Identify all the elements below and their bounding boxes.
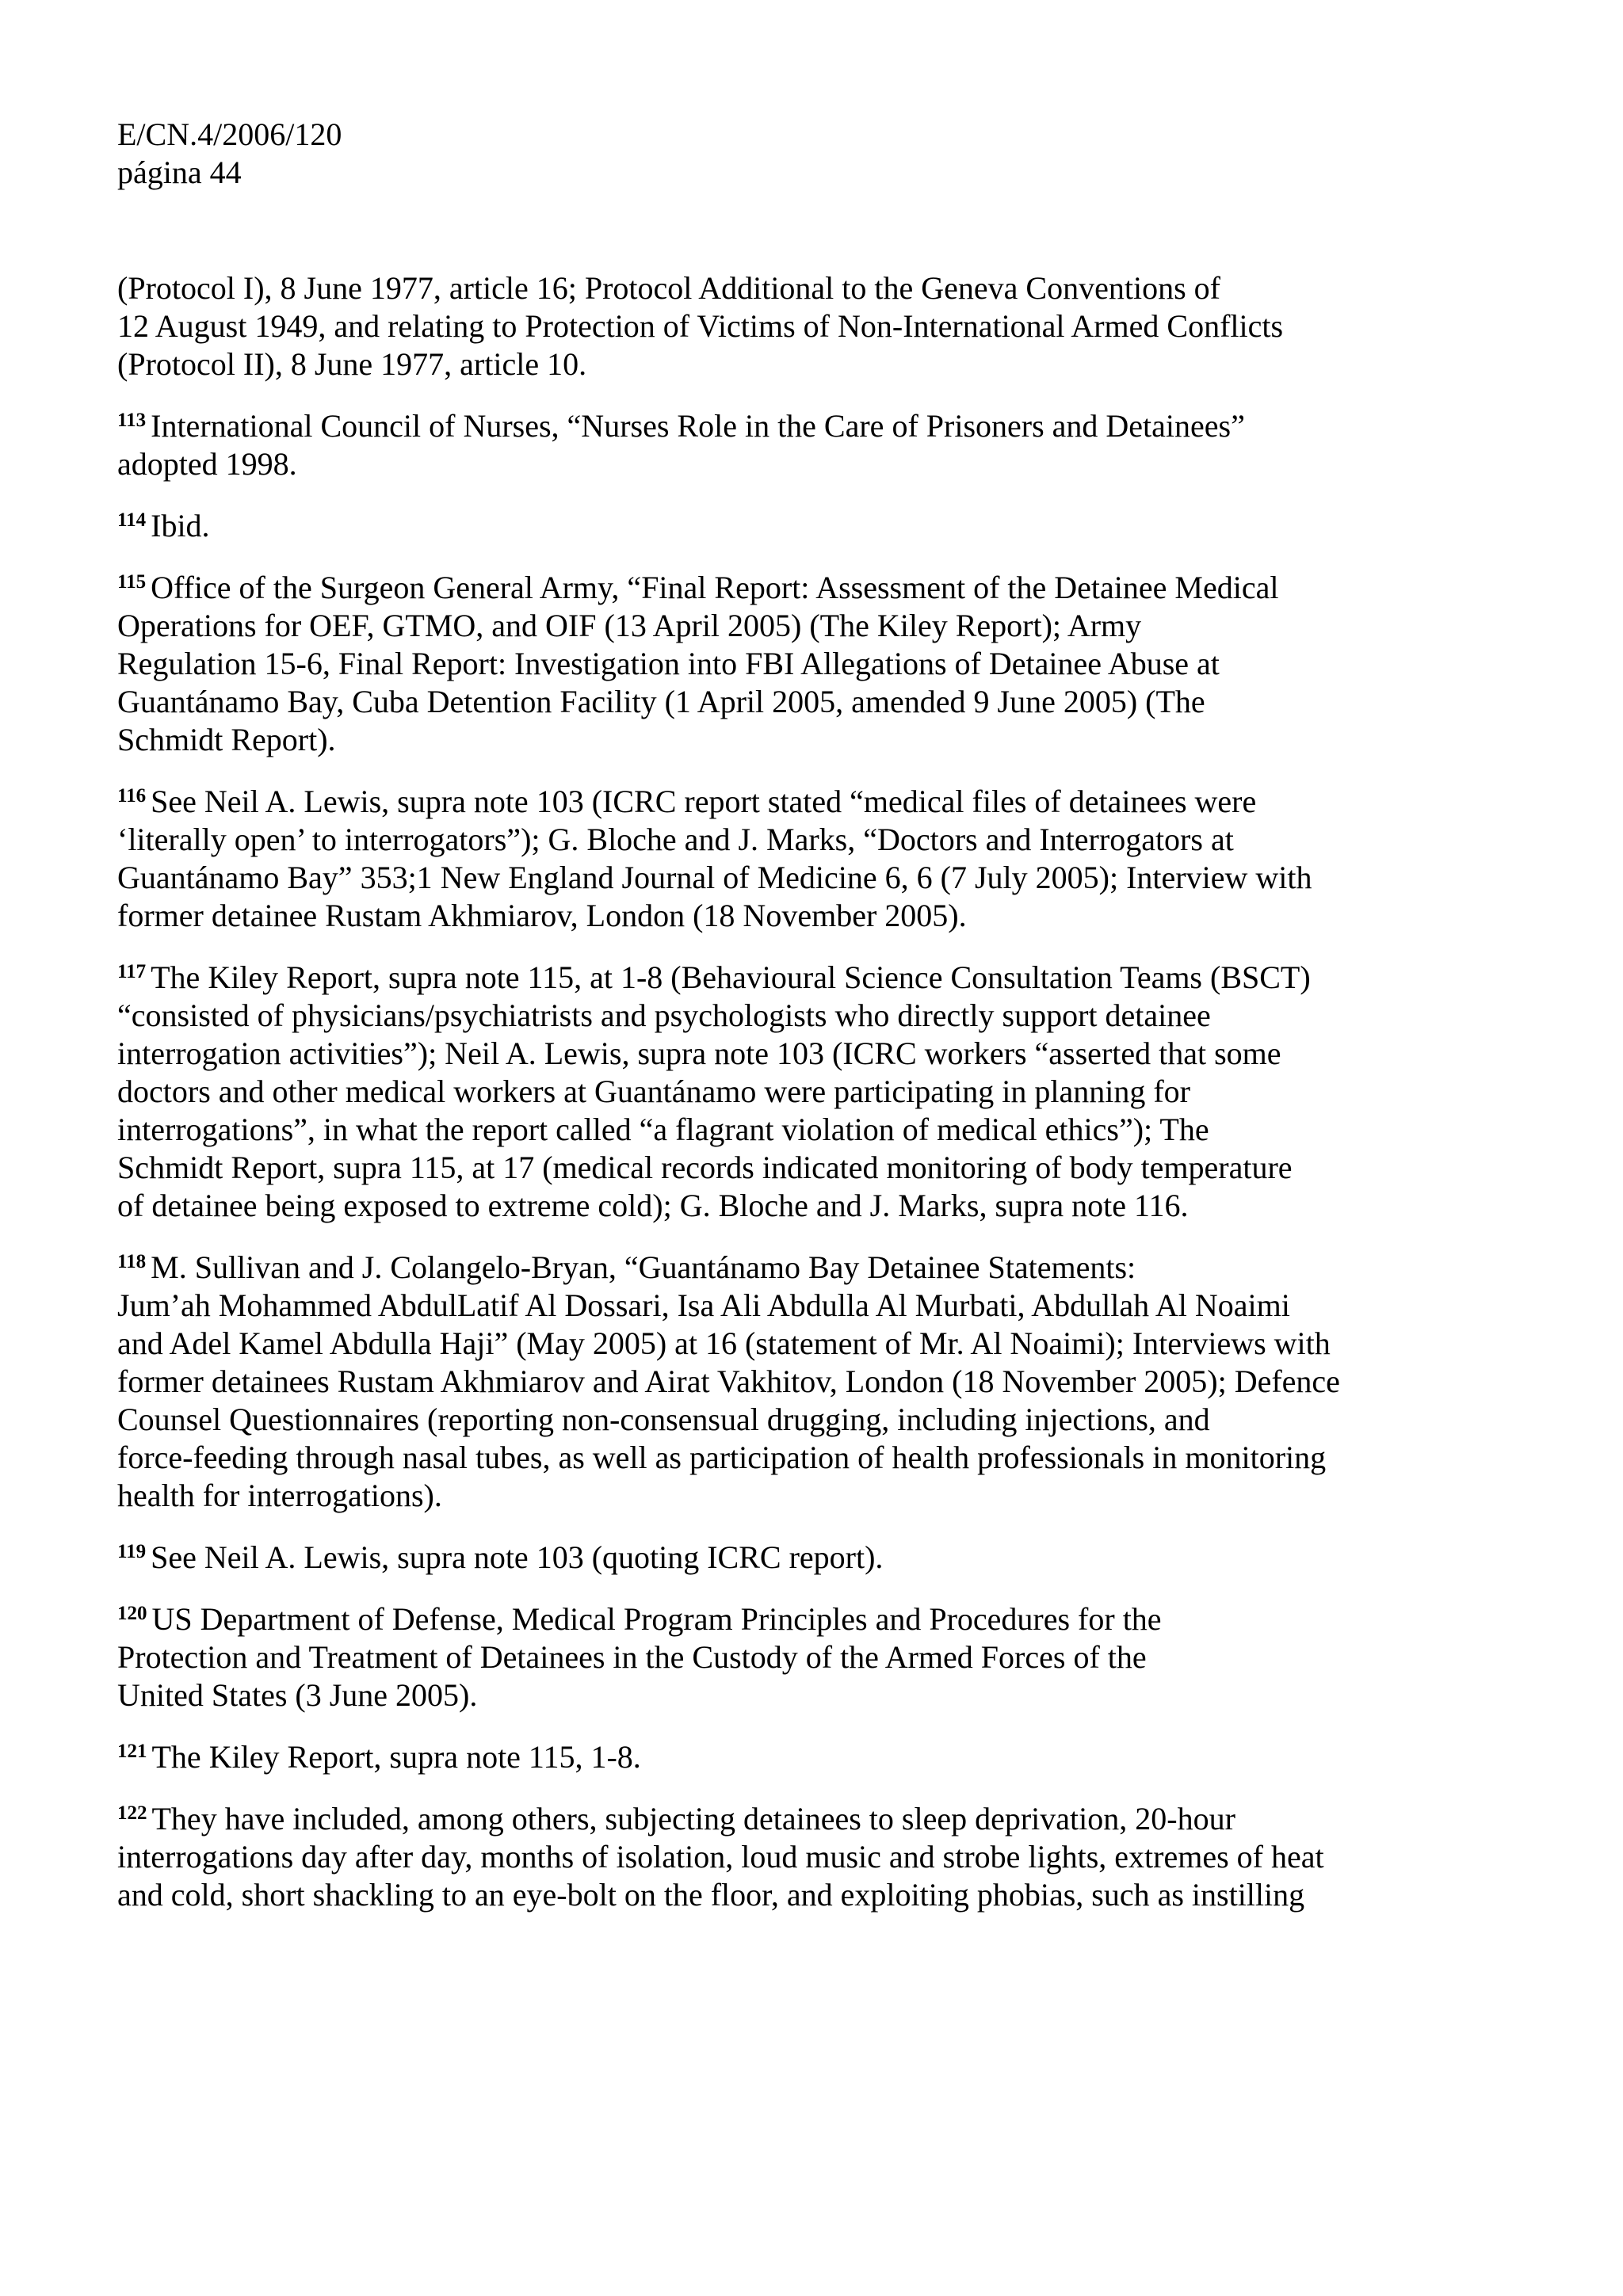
footnote-line: United States (3 June 2005). [117, 1677, 478, 1713]
footnote-line: The Kiley Report, supra note 115, 1-8. [151, 1739, 641, 1775]
footnote-115 [117, 569, 1417, 759]
footnote-121 [117, 1738, 1417, 1776]
footnote-line: They have included, among others, subjecting detainees to sleep deprivation, 20-hour [151, 1801, 1235, 1836]
footnote-number: 120 [117, 1603, 147, 1624]
footnote-line: of detainee being exposed to extreme cold); G. Bloche and J. Marks, supra note 116. [117, 1188, 1189, 1223]
page-number-label: página 44 [117, 154, 242, 190]
footnote-line: “consisted of physicians/psychiatrists and psychologists who directly support detainee [117, 997, 1211, 1033]
footnote-117 [117, 959, 1417, 1225]
footnote-line: interrogation activities”); Neil A. Lewis, supra note 103 (ICRC workers “asserted that some [117, 1035, 1281, 1071]
footnote-line: Regulation 15-6, Final Report: Investigation into FBI Allegations of Detainee Abuse at [117, 646, 1220, 681]
footnote-line: former detainees Rustam Akhmiarov and Airat Vakhitov, London (18 November 2005); Defence [117, 1363, 1340, 1399]
footnote-line: Operations for OEF, GTMO, and OIF (13 April 2005) (The Kiley Report); Army [117, 608, 1142, 643]
footnote-continuation [117, 269, 1417, 383]
footnote-line: and Adel Kamel Abdulla Haji” (May 2005) at 16 (statement of Mr. Al Noaimi); Interviews with [117, 1325, 1331, 1361]
footnote-113 [117, 407, 1417, 483]
footnote-118 [117, 1249, 1417, 1515]
footnotes-body [117, 269, 1417, 1938]
footnote-line: See Neil A. Lewis, supra note 103 (ICRC report stated “medical files of detainees were [151, 784, 1257, 819]
footnote-line: ‘literally open’ to interrogators”); G. Bloche and J. Marks, “Doctors and Interrogators at [117, 822, 1234, 857]
footnote-line: The Kiley Report, supra note 115, at 1-8 (Behavioural Science Consultation Teams (BSCT) [151, 959, 1311, 995]
footnote-number: 115 [117, 571, 147, 593]
footnote-line: Ibid. [151, 508, 210, 543]
footnote-line: (Protocol I), 8 June 1977, article 16; Protocol Additional to the Geneva Conventions of [117, 270, 1220, 306]
footnote-number: 114 [117, 509, 147, 531]
footnote-number: 118 [117, 1251, 147, 1272]
footnote-line: Office of the Surgeon General Army, “Final Report: Assessment of the Detainee Medical [151, 570, 1279, 605]
footnote-line: former detainee Rustam Akhmiarov, London (18 November 2005). [117, 898, 967, 933]
footnote-line: See Neil A. Lewis, supra note 103 (quoting ICRC report). [151, 1539, 884, 1575]
footnote-line: Counsel Questionnaires (reporting non-consensual drugging, including injections, and [117, 1402, 1210, 1437]
footnote-number: 113 [117, 410, 147, 431]
footnote-line: Protection and Treatment of Detainees in the Custody of the Armed Forces of the [117, 1639, 1147, 1675]
footnote-line: Schmidt Report). [117, 722, 336, 757]
footnote-116 [117, 783, 1417, 935]
footnote-number: 116 [117, 785, 147, 807]
footnote-line: (Protocol II), 8 June 1977, article 10. [117, 346, 587, 382]
footnote-line: International Council of Nurses, “Nurses Role in the Care of Prisoners and Detainees” [151, 408, 1245, 444]
footnote-line: interrogations day after day, months of isolation, loud music and strobe lights, extremes of heat [117, 1839, 1324, 1875]
footnote-line: 12 August 1949, and relating to Protection of Victims of Non-International Armed Conflicts [117, 308, 1284, 344]
footnote-number: 119 [117, 1541, 147, 1562]
footnote-line: interrogations”, in what the report called “a flagrant violation of medical ethics”); The [117, 1112, 1209, 1147]
footnote-line: force-feeding through nasal tubes, as well as participation of health professionals in monitoring [117, 1440, 1327, 1475]
footnote-line: Schmidt Report, supra 115, at 17 (medical records indicated monitoring of body temperature [117, 1150, 1293, 1185]
footnote-number: 117 [117, 961, 147, 982]
page-header [117, 116, 342, 192]
footnote-line: adopted 1998. [117, 446, 297, 482]
footnote-120 [117, 1600, 1417, 1714]
footnote-line: Jum’ah Mohammed AbdulLatif Al Dossari, Isa Ali Abdulla Al Murbati, Abdullah Al Noaimi [117, 1287, 1290, 1323]
footnote-line: health for interrogations). [117, 1478, 442, 1513]
footnote-122 [117, 1800, 1417, 1914]
footnote-line: M. Sullivan and J. Colangelo-Bryan, “Guantánamo Bay Detainee Statements: [151, 1249, 1136, 1285]
document-symbol: E/CN.4/2006/120 [117, 116, 342, 152]
footnote-119 [117, 1539, 1417, 1577]
footnote-line: Guantánamo Bay, Cuba Detention Facility (1 April 2005, amended 9 June 2005) (The [117, 684, 1205, 719]
footnote-line: Guantánamo Bay” 353;1 New England Journal of Medicine 6, 6 (7 July 2005); Interview with [117, 860, 1312, 895]
footnote-line: US Department of Defense, Medical Program Principles and Procedures for the [151, 1601, 1162, 1637]
footnote-line: and cold, short shackling to an eye-bolt on the floor, and exploiting phobias, such as instilling [117, 1877, 1305, 1913]
footnote-line: doctors and other medical workers at Guantánamo were participating in planning for [117, 1074, 1190, 1109]
footnote-114 [117, 507, 1417, 545]
footnote-number: 122 [117, 1802, 147, 1824]
footnote-number: 121 [117, 1741, 147, 1762]
